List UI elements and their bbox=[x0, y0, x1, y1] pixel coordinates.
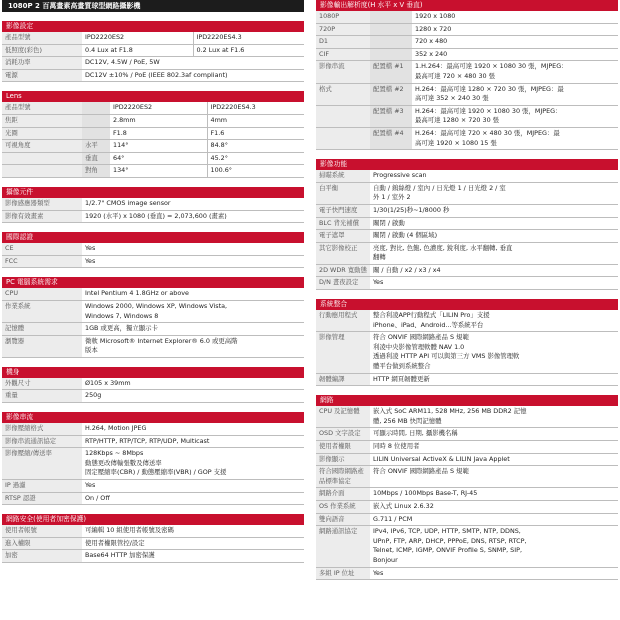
spec-row bbox=[316, 11, 618, 23]
spec-value: 符合 ONVIF 國際網路產品 S 規範 bbox=[370, 466, 618, 488]
spec-value bbox=[82, 335, 304, 357]
spec-label: 可視角度 bbox=[2, 140, 82, 153]
spec-value: 關閉 / 啟動 bbox=[370, 217, 618, 230]
spec-label: 外觀尺寸 bbox=[2, 378, 82, 390]
spec-label: 低照度(彩色) bbox=[2, 44, 82, 57]
spec-label: 白平衡 bbox=[316, 182, 370, 204]
spec-sublabel bbox=[82, 102, 110, 114]
spec-table bbox=[2, 423, 304, 505]
spec-label: 格式 bbox=[316, 83, 370, 105]
spec-value bbox=[82, 300, 304, 322]
spec-label: 韌體編譯 bbox=[316, 373, 370, 386]
spec-value: 1/2.7" CMOS image sensor bbox=[82, 198, 304, 210]
spec-value-line: 整合利凌APP行動程式「LILIN Pro」支援 bbox=[373, 311, 490, 320]
spec-label: 網路介面 bbox=[316, 488, 370, 501]
spec-label: 焦距 bbox=[2, 114, 82, 127]
spec-row bbox=[2, 288, 304, 300]
spec-row bbox=[316, 513, 618, 526]
spec-value: 352 x 240 bbox=[412, 48, 618, 61]
spec-row bbox=[316, 277, 618, 290]
spec-value: Yes bbox=[82, 255, 304, 268]
spec-value-line: 動態更改傳輸張數及傳送率 bbox=[85, 458, 162, 467]
spec-label bbox=[316, 105, 370, 127]
spec-row bbox=[316, 182, 618, 204]
spec-value-line: 最高可達 720 × 480 30 張 bbox=[415, 71, 495, 80]
section-header: 網路 bbox=[316, 395, 618, 406]
spec-section bbox=[2, 277, 304, 358]
spec-value-line: 嵌入式 SoC ARM11, 528 MHz, 256 MB DDR2 記憶 bbox=[373, 407, 527, 416]
spec-row bbox=[2, 114, 304, 127]
spec-sublabel: 配置檔 #2 bbox=[370, 83, 412, 105]
spec-label: 產品型號 bbox=[2, 102, 82, 114]
spec-value-line: H.264：最高可達 1280 × 720 30 張，MJPEG：最 bbox=[415, 84, 564, 93]
spec-label: 影像壓縮格式 bbox=[2, 423, 82, 435]
spec-sublabel bbox=[370, 48, 412, 61]
spec-value bbox=[370, 242, 618, 264]
spec-row bbox=[316, 83, 618, 105]
spec-section bbox=[2, 187, 304, 223]
spec-label: 多組 IP 位址 bbox=[316, 567, 370, 580]
spec-sublabel: 配置檔 #1 bbox=[370, 61, 412, 83]
spec-section bbox=[2, 91, 304, 178]
spec-row bbox=[316, 36, 618, 49]
spec-value: Yes bbox=[370, 567, 618, 580]
spec-value: 84.8° bbox=[207, 140, 304, 153]
spec-row bbox=[2, 448, 304, 480]
spec-value: 0.4 Lux at F1.8 bbox=[82, 44, 193, 57]
spec-value-line: 1.H.264：最高可達 1920 × 1080 30 張，MJPEG： bbox=[415, 62, 568, 71]
spec-value: Progressive scan bbox=[370, 170, 618, 182]
section-header: Lens bbox=[2, 91, 304, 102]
spec-value: 可編輯 10 組使用者帳號及密碼 bbox=[82, 525, 304, 537]
spec-row bbox=[2, 423, 304, 435]
spec-row bbox=[316, 48, 618, 61]
spec-table bbox=[2, 198, 304, 223]
spec-value bbox=[370, 332, 618, 373]
spec-value: 10Mbps / 100Mbps Base-T, RJ-45 bbox=[370, 488, 618, 501]
spec-row bbox=[316, 441, 618, 454]
section-header: PC 電腦系統需求 bbox=[2, 277, 304, 288]
spec-section bbox=[316, 299, 618, 386]
spec-value: HTTP 網頁韌體更新 bbox=[370, 373, 618, 386]
spec-label: 其它影像校正 bbox=[316, 242, 370, 264]
spec-value: 100.6° bbox=[207, 165, 304, 178]
spec-row bbox=[2, 102, 304, 114]
spec-row bbox=[2, 255, 304, 268]
spec-row bbox=[316, 242, 618, 264]
spec-label: 電子遮罩 bbox=[316, 230, 370, 243]
spec-sublabel: 配置檔 #3 bbox=[370, 105, 412, 127]
spec-row bbox=[2, 210, 304, 223]
spec-sublabel: 水平 bbox=[82, 140, 110, 153]
spec-sublabel bbox=[370, 11, 412, 23]
spec-value: F1.6 bbox=[207, 127, 304, 140]
spec-row bbox=[316, 373, 618, 386]
spec-value-line: UPnP, FTP, ARP, DHCP, PPPoE, DNS, RTSP, RTCP, bbox=[373, 536, 527, 545]
spec-label: 產品型號 bbox=[2, 32, 82, 44]
spec-value-line: 微軟 Microsoft® Internet Explorer® 6.0 或更高階 bbox=[85, 336, 238, 345]
spec-value: 關 / 自動 / x2 / x3 / x4 bbox=[370, 264, 618, 277]
spec-value: 1GB 或更高，獨立顯示卡 bbox=[82, 323, 304, 336]
spec-label: CPU bbox=[2, 288, 82, 300]
spec-label: 影像串流 bbox=[316, 61, 370, 83]
spec-value-line: 128Kbps ~ 8Mbps bbox=[85, 449, 144, 458]
left-column bbox=[2, 0, 304, 563]
spec-label bbox=[316, 127, 370, 149]
spec-value-line: 透過利凌 HTTP API 可以與第三方 VMS 影像管理軟 bbox=[373, 352, 520, 361]
spec-value: G.711 / PCM bbox=[370, 513, 618, 526]
page-title: 1080P 2 百萬畫素高畫質球型網路攝影機 bbox=[2, 0, 304, 12]
section-header: 影像設定 bbox=[2, 21, 304, 32]
spec-value-line: H.264：最高可達 1920 × 1080 30 張，MJPEG： bbox=[415, 106, 562, 115]
spec-label: 影像壓縮/傳送率 bbox=[2, 448, 82, 480]
spec-row bbox=[2, 300, 304, 322]
spec-value bbox=[412, 105, 618, 127]
spec-label: 進入權限 bbox=[2, 537, 82, 550]
spec-label: 行動應用程式 bbox=[316, 310, 370, 332]
spec-value-line: 高可達 1920 × 1080 15 張 bbox=[415, 138, 497, 147]
spec-value: On / Off bbox=[82, 492, 304, 505]
spec-label: 使用者帳號 bbox=[2, 525, 82, 537]
spec-table bbox=[316, 11, 618, 150]
spec-label: IP 過濾 bbox=[2, 480, 82, 493]
spec-value: 可顯示時間, 日期, 攝影機名稱 bbox=[370, 428, 618, 441]
spec-row bbox=[316, 61, 618, 83]
spec-value: 關閉 / 啟動 (4 個區域) bbox=[370, 230, 618, 243]
spec-value-line: 自動 / 鎢絲燈 / 室內 / 日光燈 1 / 日光燈 2 / 室 bbox=[373, 183, 506, 192]
spec-value: Yes bbox=[82, 480, 304, 493]
spec-value bbox=[370, 310, 618, 332]
spec-label: 記憶體 bbox=[2, 323, 82, 336]
spec-value-line: 翻轉 bbox=[373, 253, 386, 262]
spec-row bbox=[2, 69, 304, 82]
spec-table bbox=[316, 406, 618, 580]
spec-value: Yes bbox=[82, 243, 304, 255]
spec-value-line: 符合 ONVIF 國際網路產品 S 規範 bbox=[373, 333, 469, 342]
spec-row bbox=[2, 323, 304, 336]
spec-label: 使用者權限 bbox=[316, 441, 370, 454]
spec-value: 250g bbox=[82, 390, 304, 403]
spec-row bbox=[2, 165, 304, 178]
spec-sublabel: 垂直 bbox=[82, 152, 110, 165]
spec-row bbox=[2, 537, 304, 550]
spec-table bbox=[2, 243, 304, 268]
spec-value: 1/30(1/25)秒~1/8000 秒 bbox=[370, 204, 618, 217]
spec-row bbox=[2, 127, 304, 140]
spec-label: BLC 背光補償 bbox=[316, 217, 370, 230]
spec-label: D1 bbox=[316, 36, 370, 49]
spec-value-line: 固定壓縮率(CBR) / 動態壓縮率(VBR) / GOP 支援 bbox=[85, 468, 227, 477]
spec-value-line: H.264：最高可達 720 × 480 30 張，MJPEG：最 bbox=[415, 128, 560, 137]
spec-row bbox=[2, 492, 304, 505]
spec-label: 影像有效畫素 bbox=[2, 210, 82, 223]
spec-value-line: 亮度, 對比, 色飽, 色濃度, 銳利度, 水平翻轉, 垂直 bbox=[373, 243, 513, 252]
spec-row bbox=[2, 57, 304, 70]
spec-row bbox=[2, 32, 304, 44]
spec-value: 0.2 Lux at F1.6 bbox=[193, 44, 304, 57]
spec-label: 電源 bbox=[2, 69, 82, 82]
spec-value bbox=[370, 526, 618, 567]
spec-label bbox=[2, 152, 82, 165]
spec-row bbox=[2, 435, 304, 448]
spec-table bbox=[2, 525, 304, 563]
spec-section bbox=[316, 395, 618, 580]
spec-label: CE bbox=[2, 243, 82, 255]
spec-label: FCC bbox=[2, 255, 82, 268]
spec-value: 同時 8 位使用者 bbox=[370, 441, 618, 454]
spec-label: 加密 bbox=[2, 550, 82, 563]
spec-label: CPU 及記憶體 bbox=[316, 406, 370, 428]
spec-row bbox=[316, 204, 618, 217]
right-column bbox=[316, 0, 618, 580]
spec-row bbox=[2, 243, 304, 255]
spec-row bbox=[2, 44, 304, 57]
spec-value: 134° bbox=[110, 165, 207, 178]
spec-label: 2D WDR 寬動態 bbox=[316, 264, 370, 277]
spec-value bbox=[82, 448, 304, 480]
spec-label: 影像顯示 bbox=[316, 453, 370, 466]
spec-value-line: 版本 bbox=[85, 346, 98, 355]
spec-label: D/N 晝夜設定 bbox=[316, 277, 370, 290]
spec-row bbox=[2, 378, 304, 390]
spec-section bbox=[2, 412, 304, 505]
spec-label: 重量 bbox=[2, 390, 82, 403]
spec-section bbox=[2, 21, 304, 82]
spec-row bbox=[316, 500, 618, 513]
spec-label: 720P bbox=[316, 23, 370, 36]
spec-value-line: Windows 7, Windows 8 bbox=[85, 311, 159, 320]
spec-value-line: 體平台做到系統整合 bbox=[373, 362, 431, 371]
spec-table bbox=[316, 310, 618, 386]
spec-value: IPD2220ES2 bbox=[82, 32, 193, 44]
spec-row bbox=[316, 170, 618, 182]
spec-row bbox=[316, 567, 618, 580]
spec-row bbox=[316, 23, 618, 36]
spec-section bbox=[2, 232, 304, 268]
spec-value: 4mm bbox=[207, 114, 304, 127]
spec-value-line: 最高可達 1280 × 720 30 張 bbox=[415, 116, 500, 125]
spec-row bbox=[316, 310, 618, 332]
spec-label: OSD 文字設定 bbox=[316, 428, 370, 441]
spec-sublabel: 對角 bbox=[82, 165, 110, 178]
section-header: 攝像元件 bbox=[2, 187, 304, 198]
spec-value-line: Windows 2000, Windows XP, Windows Vista, bbox=[85, 301, 228, 310]
spec-row bbox=[316, 453, 618, 466]
spec-value-line: Bonjour bbox=[373, 555, 398, 564]
spec-value-line: 利凌中央影像管理軟體 NAV 1.0 bbox=[373, 342, 465, 351]
spec-value: 2.8mm bbox=[110, 114, 207, 127]
spec-value: RTP/HTTP, RTP/TCP, RTP/UDP, Multicast bbox=[82, 435, 304, 448]
spec-label: 掃瞄系統 bbox=[316, 170, 370, 182]
spec-value: 使用者權限管控/設定 bbox=[82, 537, 304, 550]
spec-row bbox=[316, 526, 618, 567]
spec-section bbox=[316, 0, 618, 150]
section-header: 機身 bbox=[2, 367, 304, 378]
spec-sublabel bbox=[82, 127, 110, 140]
spec-value: DC12V ±10% / PoE (IEEE 802.3af compliant) bbox=[82, 69, 304, 82]
spec-value: Ø105 x 39mm bbox=[82, 378, 304, 390]
spec-row bbox=[2, 335, 304, 357]
spec-label: 影像感應器類型 bbox=[2, 198, 82, 210]
spec-row bbox=[2, 198, 304, 210]
spec-value-line: 體, 256 MB 快閃記憶體 bbox=[373, 416, 442, 425]
spec-value: 64° bbox=[110, 152, 207, 165]
spec-table bbox=[316, 170, 618, 290]
spec-value-line: iPhone、iPad、Android...等系統平台 bbox=[373, 320, 484, 329]
spec-label: 影像管理 bbox=[316, 332, 370, 373]
spec-table bbox=[2, 32, 304, 82]
spec-value-line: 外 1 / 室外 2 bbox=[373, 193, 411, 202]
spec-label: 符合國際網路產品標準協定 bbox=[316, 466, 370, 488]
spec-value: 114° bbox=[110, 140, 207, 153]
spec-row bbox=[316, 428, 618, 441]
spec-value-line: Telnet, ICMP, IGMP, ONVIF Profile S, SNMP, SIP, bbox=[373, 546, 523, 555]
spec-value: Yes bbox=[370, 277, 618, 290]
spec-sublabel bbox=[82, 114, 110, 127]
spec-value bbox=[370, 406, 618, 428]
spec-label: 瀏覽器 bbox=[2, 335, 82, 357]
spec-label: CIF bbox=[316, 48, 370, 61]
section-header: 系統整合 bbox=[316, 299, 618, 310]
spec-value: 嵌入式 Linux 2.6.32 bbox=[370, 500, 618, 513]
spec-value: 1920 x 1080 bbox=[412, 11, 618, 23]
spec-row bbox=[2, 152, 304, 165]
spec-value: Base64 HTTP 加密保護 bbox=[82, 550, 304, 563]
spec-section bbox=[2, 514, 304, 563]
spec-value-line: 高可達 352 × 240 30 張 bbox=[415, 94, 489, 103]
spec-label: 影像串流通訊協定 bbox=[2, 435, 82, 448]
spec-value bbox=[412, 61, 618, 83]
spec-value: IPD2220ES4.3 bbox=[207, 102, 304, 114]
spec-label bbox=[2, 165, 82, 178]
section-header: 影像功能 bbox=[316, 159, 618, 170]
spec-value: H.264, Motion JPEG bbox=[82, 423, 304, 435]
spec-value: LILIN Universal ActiveX & LILIN Java Applet bbox=[370, 453, 618, 466]
spec-value bbox=[370, 182, 618, 204]
section-header: 影像串流 bbox=[2, 412, 304, 423]
spec-row bbox=[316, 488, 618, 501]
spec-section bbox=[316, 159, 618, 290]
spec-table bbox=[2, 288, 304, 358]
section-header: 影像輸出解析度(H 水平 x V 垂直) bbox=[316, 0, 618, 11]
spec-label: OS 作業系統 bbox=[316, 500, 370, 513]
spec-row bbox=[2, 525, 304, 537]
spec-value: 45.2° bbox=[207, 152, 304, 165]
spec-row bbox=[316, 105, 618, 127]
spec-row bbox=[2, 480, 304, 493]
spec-value bbox=[412, 127, 618, 149]
spec-value bbox=[412, 83, 618, 105]
spec-sublabel bbox=[370, 36, 412, 49]
spec-label: 作業系統 bbox=[2, 300, 82, 322]
section-header: 網路安全(使用者加密保護) bbox=[2, 514, 304, 525]
spec-value: IPD2220ES2 bbox=[110, 102, 207, 114]
spec-value: IPD2220ES4.3 bbox=[193, 32, 304, 44]
spec-row bbox=[316, 332, 618, 373]
spec-row bbox=[316, 230, 618, 243]
spec-label: 電子快門速度 bbox=[316, 204, 370, 217]
spec-row bbox=[316, 217, 618, 230]
spec-label: 光圈 bbox=[2, 127, 82, 140]
spec-label: RTSP 認證 bbox=[2, 492, 82, 505]
spec-row bbox=[2, 140, 304, 153]
spec-sublabel bbox=[370, 23, 412, 36]
spec-label: 網路通訊協定 bbox=[316, 526, 370, 567]
spec-table bbox=[2, 102, 304, 178]
spec-sublabel: 配置檔 #4 bbox=[370, 127, 412, 149]
spec-row bbox=[2, 390, 304, 403]
spec-label: 1080P bbox=[316, 11, 370, 23]
spec-value: F1.8 bbox=[110, 127, 207, 140]
spec-row bbox=[316, 466, 618, 488]
spec-row bbox=[2, 550, 304, 563]
spec-value: 1920 (水平) x 1080 (垂直) = 2,073,600 (畫素) bbox=[82, 210, 304, 223]
spec-row bbox=[316, 264, 618, 277]
spec-label: 雙向語音 bbox=[316, 513, 370, 526]
spec-value: 1280 x 720 bbox=[412, 23, 618, 36]
spec-value-line: IPv4, IPv6, TCP, UDP, HTTP, SMTP, NTP, DDNS, bbox=[373, 527, 521, 536]
spec-section bbox=[2, 367, 304, 403]
spec-value: Intel Pentium 4 1.8GHz or above bbox=[82, 288, 304, 300]
spec-value: DC12V, 4.5W / PoE, 5W bbox=[82, 57, 304, 70]
section-header: 國際認證 bbox=[2, 232, 304, 243]
spec-row bbox=[316, 406, 618, 428]
spec-row bbox=[316, 127, 618, 149]
spec-value: 720 x 480 bbox=[412, 36, 618, 49]
spec-table bbox=[2, 378, 304, 403]
spec-label: 消耗功率 bbox=[2, 57, 82, 70]
